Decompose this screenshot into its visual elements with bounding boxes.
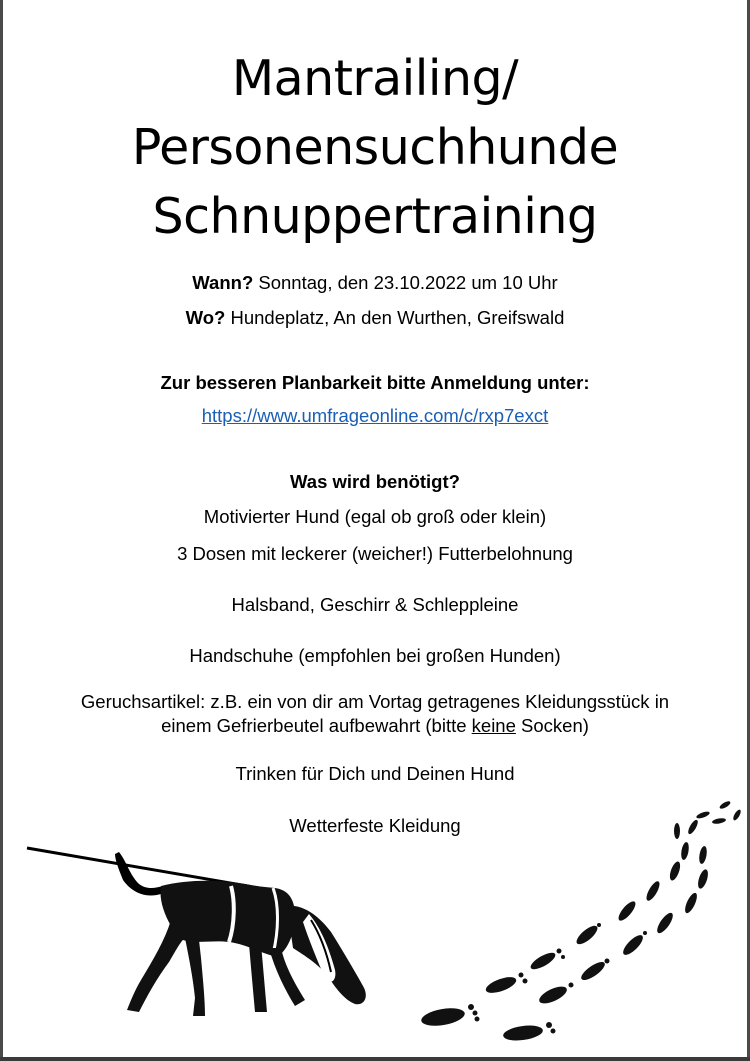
needs-item-drinks: Trinken für Dich und Deinen Hund	[235, 763, 515, 784]
needs-item-scent-line2: einem Gefrierbeutel aufbewahrt (bitte keine Socken)	[161, 715, 589, 736]
needs-item-scent-line1: Geruchsartikel: z.B. ein von dir am Vortag getragenes Kleidungsstück in	[80, 691, 670, 712]
when-value: Sonntag, den 23.10.2022 um 10 Uhr	[258, 272, 558, 293]
tracking-dog-silhouette-icon	[23, 840, 373, 1020]
keine-underlined: keine	[471, 715, 516, 736]
when-line	[3, 272, 747, 294]
where-label: Wo?	[185, 307, 226, 328]
registration-heading: Zur besseren Planbarkeit bitte Anmeldung unter:	[160, 372, 590, 393]
needs-item-gloves: Handschuhe (empfohlen bei großen Hunden)	[189, 645, 561, 666]
registration-link[interactable]: https://www.umfrageonline.com/c/rxp7exct	[201, 405, 549, 426]
needs-item-clothing: Wetterfeste Kleidung	[289, 815, 461, 836]
title-line-1: Mantrailing/	[231, 50, 519, 107]
title-line-3: Schnuppertraining	[152, 188, 598, 245]
needs-item-treats: 3 Dosen mit leckerer (weicher!) Futterbelohnung	[177, 543, 573, 564]
needs-item-dog: Motivierter Hund (egal ob groß oder klein)	[203, 506, 547, 527]
where-line	[3, 307, 747, 329]
bottom-edge	[0, 1057, 750, 1061]
footprints-trail-icon	[403, 795, 747, 1055]
needs-item-collar: Halsband, Geschirr & Schleppleine	[231, 594, 519, 615]
registration-link-line	[3, 405, 747, 427]
flyer-page	[3, 0, 747, 1058]
needs-heading: Was wird benötigt?	[290, 471, 460, 492]
where-value: Hundeplatz, An den Wurthen, Greifswald	[230, 307, 565, 328]
when-label: Wann?	[192, 272, 254, 293]
title-line-2: Personensuchhunde	[131, 119, 619, 176]
